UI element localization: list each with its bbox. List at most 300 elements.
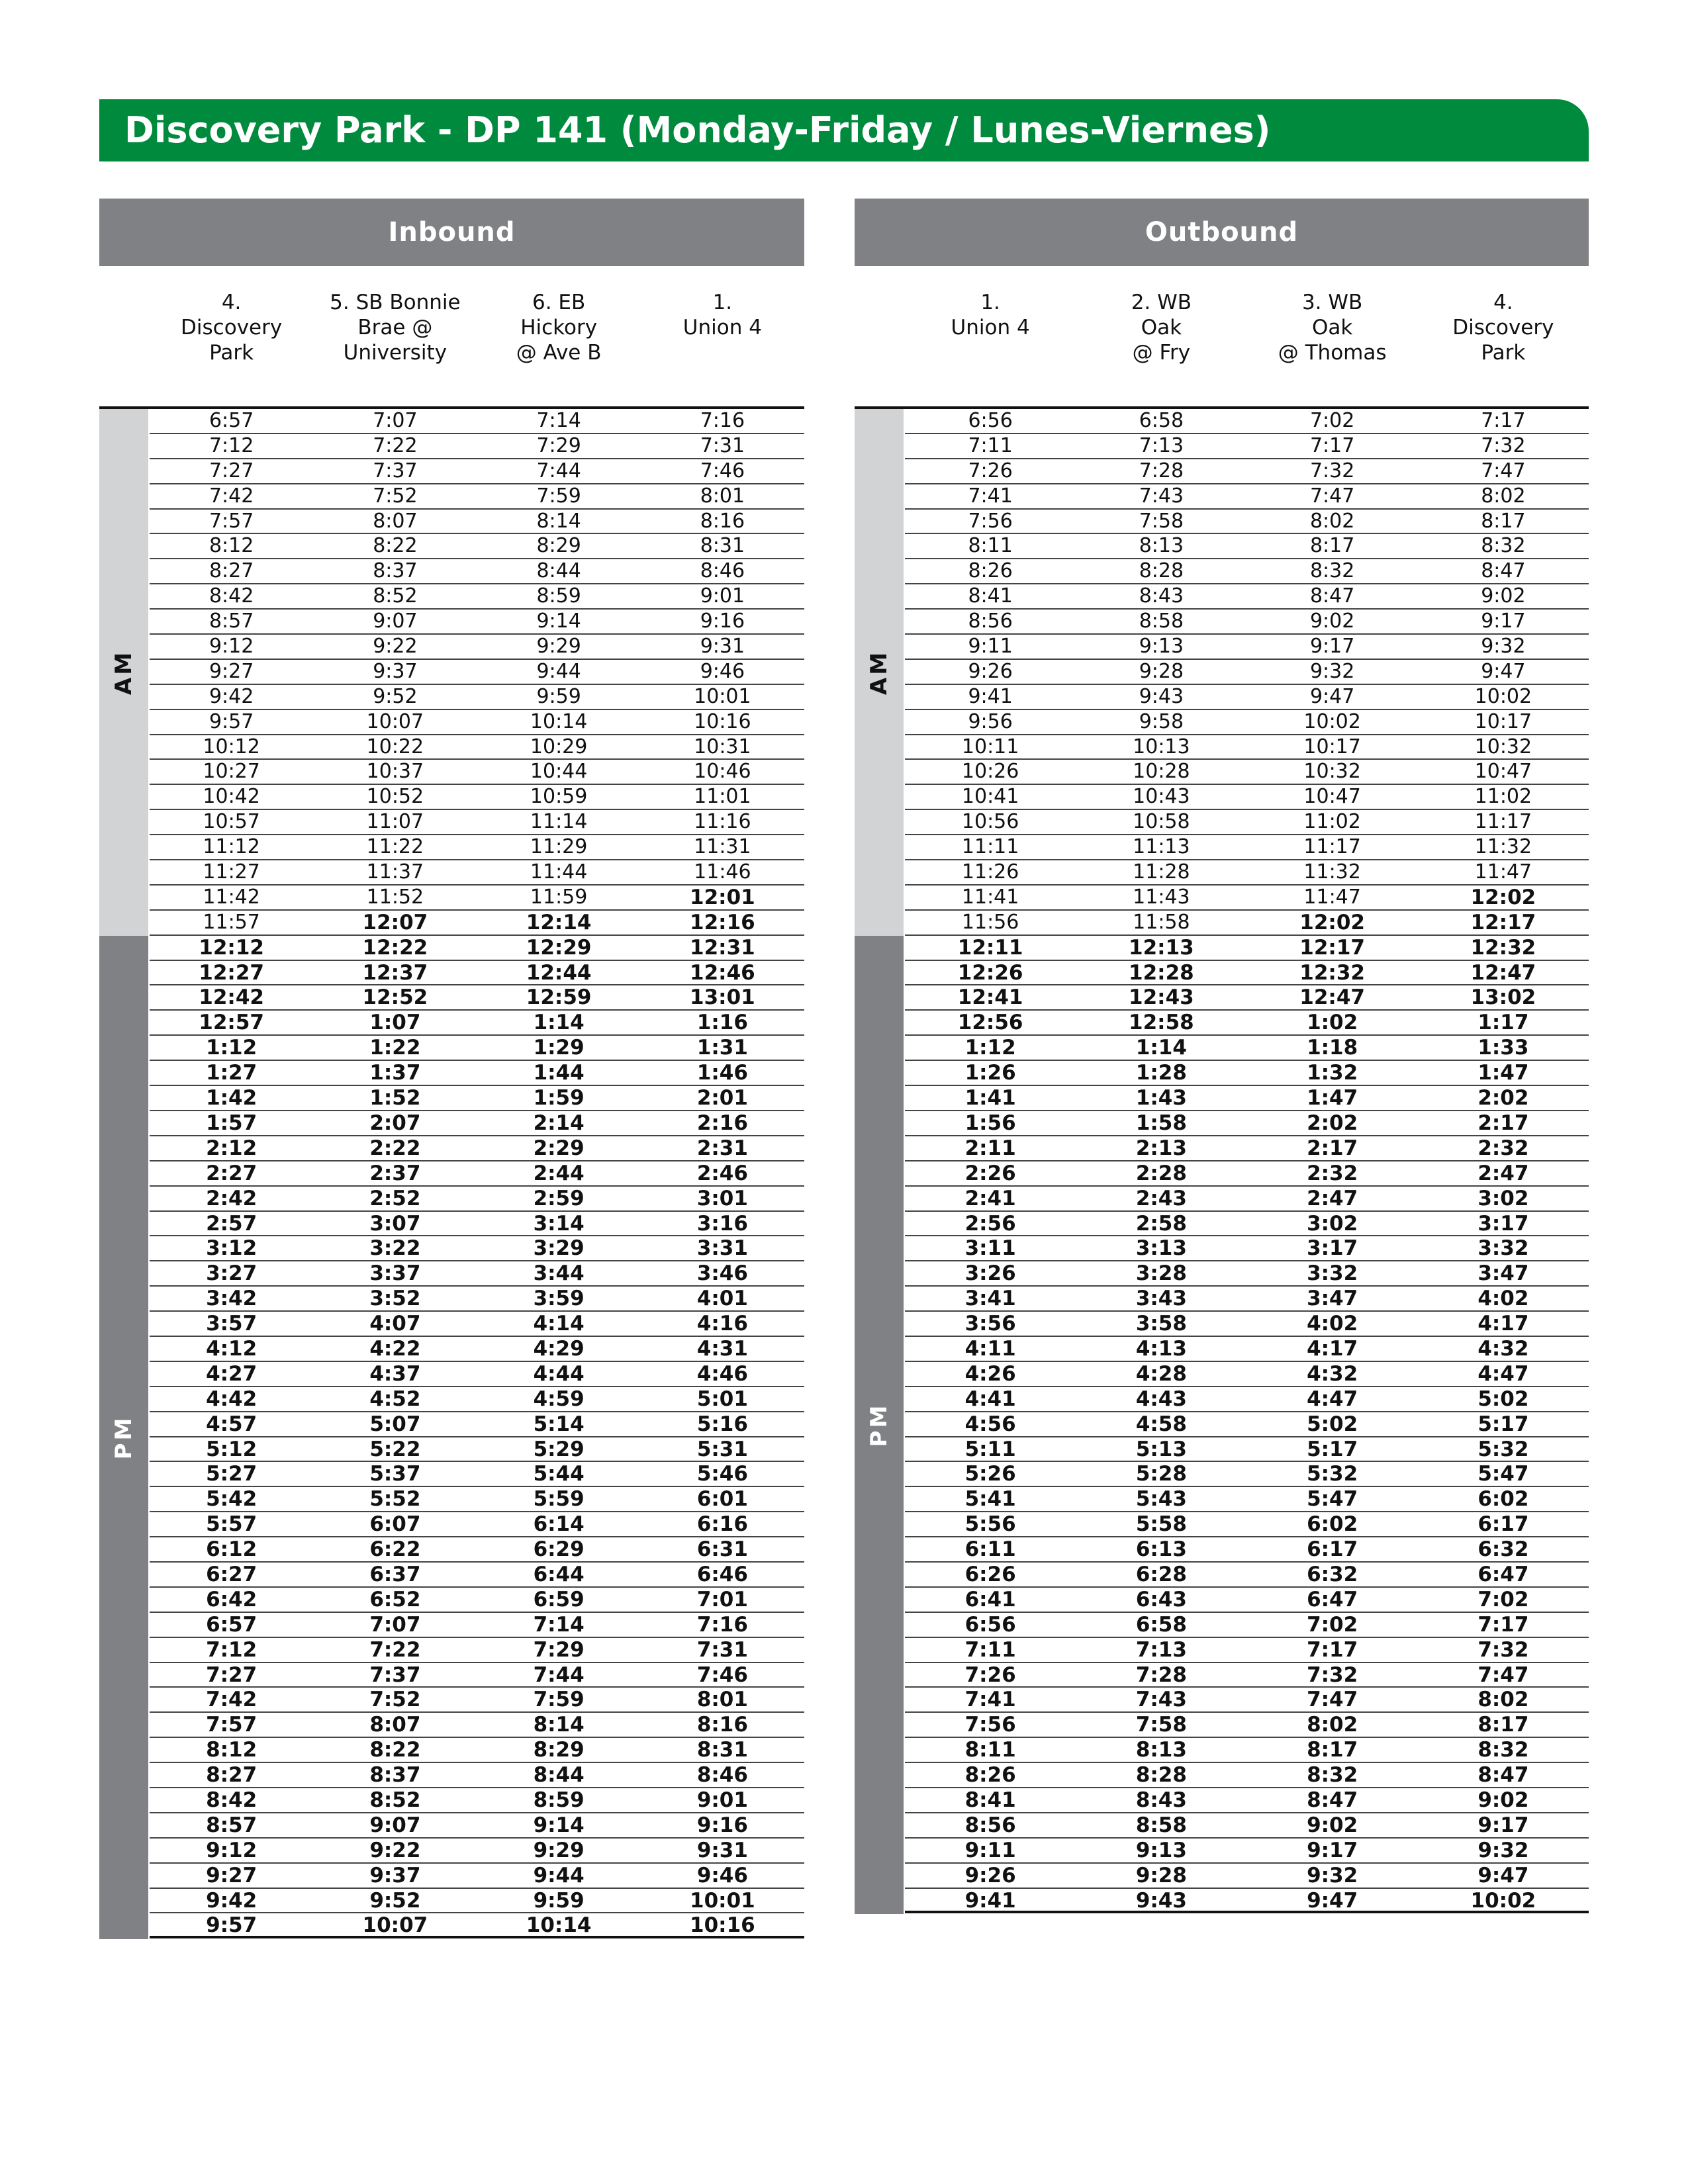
table-row: [150, 1161, 804, 1187]
time-cell: 8:26: [968, 559, 1013, 583]
table-row: [905, 584, 1589, 610]
time-cell: 4:07: [369, 1312, 421, 1336]
time-cell: 6:58: [1135, 1612, 1187, 1637]
time-cell: 12:29: [526, 935, 592, 960]
time-cell: 2:58: [1135, 1211, 1187, 1236]
time-cell: 9:17: [1307, 1838, 1358, 1862]
time-cell: 10:32: [1303, 760, 1361, 784]
time-cell: 10:47: [1303, 785, 1361, 809]
table-row: [150, 559, 804, 584]
table-row: [150, 760, 804, 785]
time-cell: 3:46: [696, 1261, 748, 1286]
time-cell: 9:32: [1309, 659, 1355, 683]
time-cell: 2:17: [1307, 1136, 1358, 1160]
time-cell: 9:17: [1309, 635, 1355, 659]
time-cell: 11:28: [1133, 860, 1190, 884]
time-cell: 2:47: [1307, 1186, 1358, 1210]
time-cell: 6:32: [1477, 1537, 1529, 1562]
table-row: [150, 1036, 804, 1061]
time-cell: 9:02: [1309, 610, 1355, 633]
time-cell: 11:43: [1133, 885, 1190, 909]
time-cell: 1:18: [1307, 1036, 1358, 1060]
time-cell: 4:01: [696, 1287, 748, 1311]
time-cell: 11:22: [366, 835, 424, 859]
stop-header: 2. WB Oak @ Fry: [1131, 291, 1192, 365]
time-cell: 7:52: [373, 484, 418, 508]
table-row: [905, 1462, 1589, 1487]
time-cell: 7:37: [369, 1662, 421, 1687]
time-cell: 9:12: [209, 635, 254, 659]
time-cell: 3:14: [533, 1211, 585, 1236]
time-cell: 8:47: [1307, 1788, 1358, 1812]
time-cell: 8:01: [696, 1688, 748, 1712]
time-cell: 10:22: [366, 735, 424, 758]
time-cell: 6:56: [968, 409, 1013, 432]
time-cell: 3:57: [206, 1312, 258, 1336]
time-cell: 9:01: [700, 584, 745, 608]
table-row: [150, 1412, 804, 1437]
time-cell: 2:07: [369, 1111, 421, 1135]
time-cell: 7:44: [536, 459, 581, 482]
time-cell: 5:32: [1307, 1462, 1358, 1486]
time-cell: 2:26: [964, 1161, 1016, 1185]
table-row: [150, 1086, 804, 1111]
time-cell: 5:41: [964, 1487, 1016, 1512]
time-cell: 9:37: [373, 659, 418, 683]
time-cell: 8:46: [700, 559, 745, 583]
time-cell: 3:27: [206, 1261, 258, 1286]
time-cell: 10:42: [203, 785, 260, 809]
time-cell: 7:02: [1477, 1587, 1529, 1612]
time-cell: 4:42: [206, 1387, 258, 1411]
time-cell: 8:28: [1139, 559, 1184, 583]
time-cell: 4:47: [1307, 1387, 1358, 1411]
table-row: [905, 534, 1589, 559]
time-cell: 8:16: [700, 509, 745, 533]
table-row: [150, 1663, 804, 1688]
table-row: [905, 985, 1589, 1011]
table-row: [905, 1487, 1589, 1512]
time-cell: 9:07: [369, 1813, 421, 1837]
stop-header: 4. Discovery Park: [181, 291, 283, 365]
time-cell: 4:02: [1477, 1287, 1529, 1311]
time-cell: 8:32: [1477, 1738, 1529, 1762]
time-cell: 7:58: [1135, 1713, 1187, 1737]
time-cell: 6:52: [369, 1587, 421, 1612]
time-cell: 3:56: [964, 1312, 1016, 1336]
time-cell: 9:52: [369, 1888, 421, 1913]
table-row: [905, 1638, 1589, 1663]
time-cell: 3:32: [1307, 1261, 1358, 1286]
time-cell: 7:27: [206, 1662, 258, 1687]
time-cell: 4:41: [964, 1387, 1016, 1411]
table-row: [905, 1111, 1589, 1136]
time-cell: 7:37: [373, 459, 418, 482]
time-cell: 6:42: [206, 1587, 258, 1612]
pm-label: PM: [866, 1402, 892, 1447]
time-cell: 7:01: [696, 1587, 748, 1612]
table-row: [150, 1312, 804, 1337]
time-cell: 1:17: [1477, 1011, 1529, 1035]
time-cell: 12:28: [1129, 960, 1194, 985]
time-cell: 7:46: [696, 1662, 748, 1687]
time-cell: 8:47: [1481, 559, 1526, 583]
time-cell: 2:56: [964, 1211, 1016, 1236]
time-cell: 6:31: [696, 1537, 748, 1562]
time-cell: 4:43: [1135, 1387, 1187, 1411]
time-cell: 9:13: [1135, 1838, 1187, 1862]
time-cell: 12:43: [1129, 985, 1194, 1010]
time-cell: 9:47: [1477, 1863, 1529, 1888]
table-row: [905, 459, 1589, 484]
time-cell: 10:28: [1133, 760, 1190, 784]
time-cell: 9:32: [1481, 635, 1526, 659]
time-cell: 6:14: [533, 1512, 585, 1537]
time-cell: 9:26: [968, 659, 1013, 683]
time-cell: 9:22: [369, 1838, 421, 1862]
time-cell: 9:47: [1309, 684, 1355, 708]
time-cell: 11:02: [1303, 810, 1361, 834]
table-row: [150, 860, 804, 886]
time-cell: 10:47: [1474, 760, 1532, 784]
time-cell: 3:02: [1477, 1186, 1529, 1210]
table-row: [150, 1713, 804, 1738]
time-cell: 8:14: [536, 509, 581, 533]
time-cell: 11:26: [961, 860, 1019, 884]
stop-header: 1. Union 4: [951, 291, 1030, 340]
table-row: [905, 1337, 1589, 1362]
time-cell: 9:57: [209, 709, 254, 733]
table-row: [905, 510, 1589, 535]
time-cell: 12:02: [1299, 910, 1365, 934]
time-cell: 9:47: [1307, 1888, 1358, 1913]
table-row: [150, 685, 804, 710]
time-cell: 10:11: [961, 735, 1019, 758]
table-row: [150, 1763, 804, 1788]
table-row: [150, 1813, 804, 1839]
time-cell: 7:32: [1477, 1637, 1529, 1662]
table-row: [150, 1613, 804, 1638]
am-label: AM: [111, 649, 137, 696]
time-cell: 8:27: [209, 559, 254, 583]
time-cell: 8:17: [1309, 534, 1355, 558]
time-cell: 5:12: [206, 1437, 258, 1461]
time-cell: 1:12: [206, 1036, 258, 1060]
time-cell: 7:59: [533, 1688, 585, 1712]
time-cell: 7:12: [206, 1637, 258, 1662]
time-cell: 6:17: [1307, 1537, 1358, 1562]
time-cell: 11:13: [1133, 835, 1190, 859]
time-cell: 3:26: [964, 1261, 1016, 1286]
table-row: [150, 1462, 804, 1487]
table-row: [905, 1563, 1589, 1588]
time-cell: 3:59: [533, 1287, 585, 1311]
time-cell: 9:28: [1139, 659, 1184, 683]
time-cell: 8:42: [206, 1788, 258, 1812]
time-cell: 3:17: [1477, 1211, 1529, 1236]
time-cell: 7:29: [533, 1637, 585, 1662]
table-row: [150, 936, 804, 961]
table-row: [905, 1437, 1589, 1463]
time-cell: 8:26: [964, 1763, 1016, 1788]
time-cell: 7:47: [1481, 459, 1526, 482]
time-cell: 9:14: [536, 610, 581, 633]
time-cell: 2:01: [696, 1086, 748, 1111]
table-row: [150, 1738, 804, 1763]
time-cell: 2:28: [1135, 1161, 1187, 1185]
table-row: [905, 1788, 1589, 1813]
time-cell: 12:32: [1299, 960, 1365, 985]
time-cell: 10:01: [694, 684, 751, 708]
time-cell: 8:14: [533, 1713, 585, 1737]
time-cell: 7:31: [696, 1637, 748, 1662]
table-row: [150, 886, 804, 911]
time-cell: 12:16: [690, 910, 755, 934]
time-cell: 12:58: [1129, 1011, 1194, 1035]
time-cell: 1:41: [964, 1086, 1016, 1111]
am-band: [99, 409, 148, 936]
time-cell: 5:43: [1135, 1487, 1187, 1512]
time-cell: 1:58: [1135, 1111, 1187, 1135]
time-cell: 7:32: [1481, 433, 1526, 457]
table-row: [150, 1387, 804, 1412]
time-cell: 8:29: [533, 1738, 585, 1762]
table-row: [905, 660, 1589, 685]
stop-header: 5. SB Bonnie Brae @ University: [330, 291, 461, 365]
time-cell: 4:29: [533, 1336, 585, 1361]
time-cell: 3:31: [696, 1236, 748, 1261]
time-cell: 5:57: [206, 1512, 258, 1537]
time-cell: 8:12: [209, 534, 254, 558]
time-cell: 7:47: [1307, 1688, 1358, 1712]
time-cell: 2:12: [206, 1136, 258, 1160]
table-row: [905, 1011, 1589, 1036]
time-cell: 12:13: [1129, 935, 1194, 960]
time-cell: 6:28: [1135, 1562, 1187, 1586]
time-cell: 10:43: [1133, 785, 1190, 809]
time-cell: 1:31: [696, 1036, 748, 1060]
table-row: [905, 1663, 1589, 1688]
table-row: [905, 961, 1589, 986]
time-cell: 12:22: [362, 935, 428, 960]
time-cell: 8:32: [1309, 559, 1355, 583]
time-cell: 8:42: [209, 584, 254, 608]
time-cell: 3:22: [369, 1236, 421, 1261]
time-cell: 11:07: [366, 810, 424, 834]
time-cell: 11:11: [961, 835, 1019, 859]
time-cell: 8:56: [964, 1813, 1016, 1837]
time-cell: 6:56: [964, 1612, 1016, 1637]
time-cell: 10:13: [1133, 735, 1190, 758]
time-cell: 10:32: [1474, 735, 1532, 758]
time-cell: 5:01: [696, 1387, 748, 1411]
time-cell: 10:14: [530, 709, 588, 733]
time-cell: 8:17: [1307, 1738, 1358, 1762]
time-cell: 9:12: [206, 1838, 258, 1862]
time-cell: 5:26: [964, 1462, 1016, 1486]
time-cell: 8:17: [1477, 1713, 1529, 1737]
table-row: [150, 1111, 804, 1136]
table-row: [150, 434, 804, 459]
table-row: [905, 936, 1589, 961]
time-cell: 9:29: [536, 635, 581, 659]
time-cell: 11:52: [366, 885, 424, 909]
time-cell: 1:33: [1477, 1036, 1529, 1060]
time-cell: 11:58: [1133, 910, 1190, 934]
outbound-header: Outbound: [855, 199, 1589, 266]
time-cell: 8:58: [1135, 1813, 1187, 1837]
table-row: [905, 685, 1589, 710]
time-cell: 12:37: [362, 960, 428, 985]
time-cell: 7:14: [536, 409, 581, 432]
time-cell: 4:58: [1135, 1412, 1187, 1436]
time-cell: 5:07: [369, 1412, 421, 1436]
time-cell: 8:52: [369, 1788, 421, 1812]
time-cell: 2:44: [533, 1161, 585, 1185]
time-cell: 10:59: [530, 785, 588, 809]
time-cell: 1:22: [369, 1036, 421, 1060]
time-cell: 10:16: [690, 1913, 755, 1938]
time-cell: 5:31: [696, 1437, 748, 1461]
time-cell: 7:43: [1135, 1688, 1187, 1712]
time-cell: 6:57: [209, 409, 254, 432]
time-cell: 3:28: [1135, 1261, 1187, 1286]
time-cell: 5:58: [1135, 1512, 1187, 1537]
table-row: [150, 1563, 804, 1588]
time-cell: 7:26: [964, 1662, 1016, 1687]
time-cell: 9:47: [1481, 659, 1526, 683]
time-cell: 11:29: [530, 835, 588, 859]
time-cell: 12:26: [957, 960, 1023, 985]
time-cell: 2:52: [369, 1186, 421, 1210]
time-cell: 8:22: [373, 534, 418, 558]
table-row: [905, 1261, 1589, 1287]
time-cell: 7:42: [206, 1688, 258, 1712]
time-cell: 1:59: [533, 1086, 585, 1111]
table-row: [150, 409, 804, 434]
time-cell: 8:44: [536, 559, 581, 583]
time-cell: 10:02: [1474, 684, 1532, 708]
time-cell: 2:13: [1135, 1136, 1187, 1160]
table-row: [905, 1537, 1589, 1563]
time-cell: 8:22: [369, 1738, 421, 1762]
time-cell: 12:47: [1299, 985, 1365, 1010]
table-row: [905, 1362, 1589, 1387]
table-row: [905, 1236, 1589, 1261]
table-row: [905, 1763, 1589, 1788]
time-cell: 12:46: [690, 960, 755, 985]
time-cell: 12:14: [526, 910, 592, 934]
time-cell: 10:02: [1303, 709, 1361, 733]
time-cell: 5:32: [1477, 1437, 1529, 1461]
time-cell: 7:44: [533, 1662, 585, 1687]
time-cell: 11:32: [1303, 860, 1361, 884]
time-cell: 4:27: [206, 1361, 258, 1386]
table-row: [905, 635, 1589, 660]
time-cell: 13:02: [1470, 985, 1536, 1010]
time-cell: 2:29: [533, 1136, 585, 1160]
time-cell: 1:12: [964, 1036, 1016, 1060]
time-cell: 11:47: [1303, 885, 1361, 909]
time-cell: 8:11: [964, 1738, 1016, 1762]
time-cell: 7:02: [1309, 409, 1355, 432]
table-row: [905, 409, 1589, 434]
inbound-header: Inbound: [99, 199, 804, 266]
time-cell: 6:41: [964, 1587, 1016, 1612]
time-cell: 7:13: [1139, 433, 1184, 457]
time-cell: 6:11: [964, 1537, 1016, 1562]
time-cell: 8:59: [533, 1788, 585, 1812]
time-cell: 9:27: [206, 1863, 258, 1888]
table-row: [150, 1061, 804, 1086]
time-cell: 2:11: [964, 1136, 1016, 1160]
table-row: [150, 835, 804, 860]
time-cell: 9:44: [533, 1863, 585, 1888]
time-cell: 10:01: [690, 1888, 755, 1913]
time-cell: 8:57: [206, 1813, 258, 1837]
table-row: [150, 1864, 804, 1889]
time-cell: 6:29: [533, 1537, 585, 1562]
time-cell: 6:01: [696, 1487, 748, 1512]
time-cell: 9:31: [700, 635, 745, 659]
time-cell: 3:58: [1135, 1312, 1187, 1336]
time-cell: 11:17: [1474, 810, 1532, 834]
time-cell: 6:02: [1307, 1512, 1358, 1537]
table-row: [905, 1212, 1589, 1237]
time-cell: 11:32: [1474, 835, 1532, 859]
time-cell: 6:17: [1477, 1512, 1529, 1537]
table-row: [150, 459, 804, 484]
time-cell: 5:47: [1477, 1462, 1529, 1486]
time-cell: 10:52: [366, 785, 424, 809]
time-cell: 12:17: [1470, 910, 1536, 934]
time-cell: 8:28: [1135, 1763, 1187, 1788]
time-cell: 1:44: [533, 1061, 585, 1085]
time-cell: 8:32: [1481, 534, 1526, 558]
time-cell: 3:43: [1135, 1287, 1187, 1311]
table-row: [905, 1588, 1589, 1613]
time-cell: 7:07: [369, 1612, 421, 1637]
time-cell: 3:47: [1307, 1287, 1358, 1311]
time-cell: 7:28: [1135, 1662, 1187, 1687]
time-cell: 9:46: [696, 1863, 748, 1888]
time-cell: 9:56: [968, 709, 1013, 733]
time-cell: 7:11: [968, 433, 1013, 457]
am-band: [855, 409, 904, 936]
time-cell: 10:14: [526, 1913, 592, 1938]
table-row: [150, 911, 804, 936]
time-cell: 11:27: [203, 860, 260, 884]
table-row: [905, 1287, 1589, 1312]
time-cell: 1:37: [369, 1061, 421, 1085]
time-cell: 4:32: [1477, 1336, 1529, 1361]
time-cell: 8:27: [206, 1763, 258, 1788]
table-row: [905, 1036, 1589, 1061]
table-row: [905, 810, 1589, 835]
time-cell: 12:56: [957, 1011, 1023, 1035]
time-cell: 2:16: [696, 1111, 748, 1135]
outbound-panel: [855, 199, 1589, 1913]
time-cell: 8:13: [1135, 1738, 1187, 1762]
table-row: [905, 1161, 1589, 1187]
time-cell: 4:12: [206, 1336, 258, 1361]
time-cell: 6:43: [1135, 1587, 1187, 1612]
time-cell: 8:07: [373, 509, 418, 533]
time-cell: 7:07: [373, 409, 418, 432]
table-row: [150, 710, 804, 735]
time-cell: 5:22: [369, 1437, 421, 1461]
time-cell: 4:59: [533, 1387, 585, 1411]
